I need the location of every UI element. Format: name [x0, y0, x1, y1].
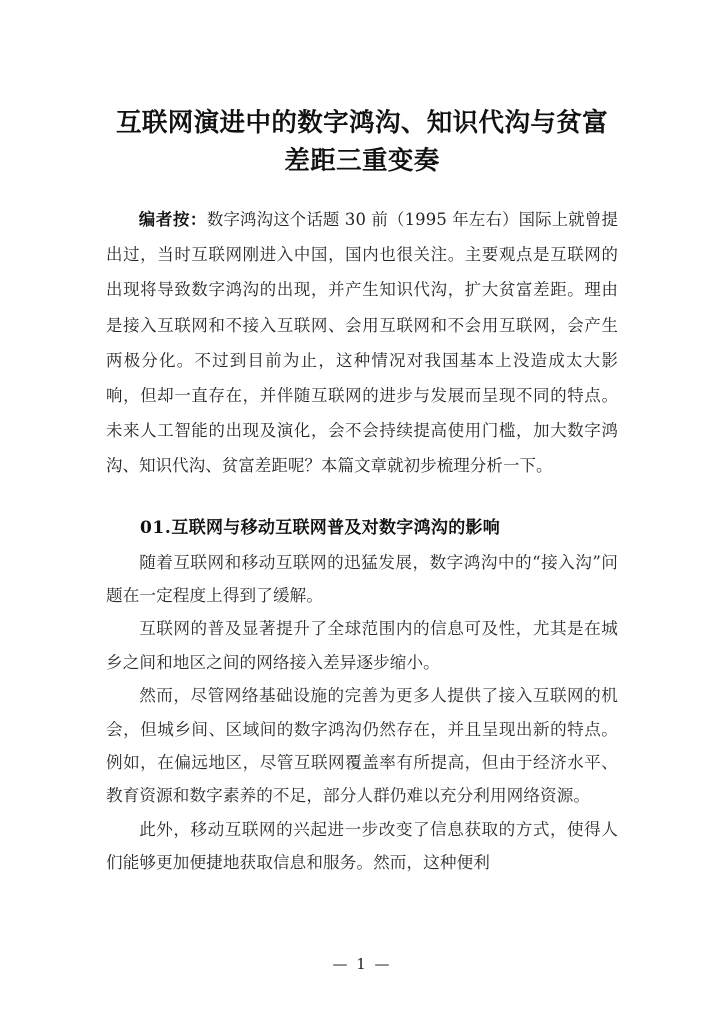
body-paragraph: 互联网的普及显著提升了全球范围内的信息可及性，尤其是在城乡之间和地区之间的网络接入差异逐步缩小。 — [106, 619, 618, 672]
editor-note-text: 数字鸿沟这个话题 30 前（1995 年左右）国际上就曾提出过，当时互联网刚进入中国，国内也很关注。主要观点是互联网的出现将导致数字鸿沟的出现，并产生知识代沟，扩大贫富差距。理由是接入互联网和不接入互联网、会用互联网和不会用互联网，会产生两极分化。不过到目前为止，这种情况对我国基本上没造成太大影响，但却一直存在，并伴随互联网的进步与发展而呈现不同的特点。未来人工智能的出现及演化，会不会持续提高使用门槛，加大数字鸿沟、知识代沟、贫富差距呢？本篇文章就初步梳理分析一下。 — [106, 210, 618, 476]
section-heading-01 — [106, 484, 618, 546]
body-paragraph: 随着互联网和移动互联网的迅猛发展，数字鸿沟中的“接入沟”问题在一定程度上得到了缓解。 — [106, 552, 618, 606]
body-paragraph: 此外，移动互联网的兴起进一步改变了信息获取的方式，使得人们能够更加便捷地获取信息和服务。然而，这种便利 — [106, 819, 618, 873]
page-title: 互联网演进中的数字鸿沟、知识代沟与贫富差距三重变奏 — [115, 108, 609, 176]
section-number: 01. — [140, 517, 172, 538]
page-content-column — [106, 0, 618, 880]
body-paragraph: 然而，尽管网络基础设施的完善为更多人提供了接入互联网的机会，但城乡间、区域间的数字鸿沟仍然存在，并且呈现出新的特点。例如，在偏远地区，尽管互联网覆盖率有所提高，但由于经济水平、教育资源和数字素养的不足，部分人群仍难以充分利用网络资源。 — [106, 686, 618, 806]
editor-note-label: 编者按： — [138, 210, 207, 229]
page-number-footer: — 1 — — [332, 955, 392, 973]
editor-note-paragraph — [106, 180, 618, 484]
section-heading-text: 互联网与移动互联网普及对数字鸿沟的影响 — [171, 517, 501, 538]
